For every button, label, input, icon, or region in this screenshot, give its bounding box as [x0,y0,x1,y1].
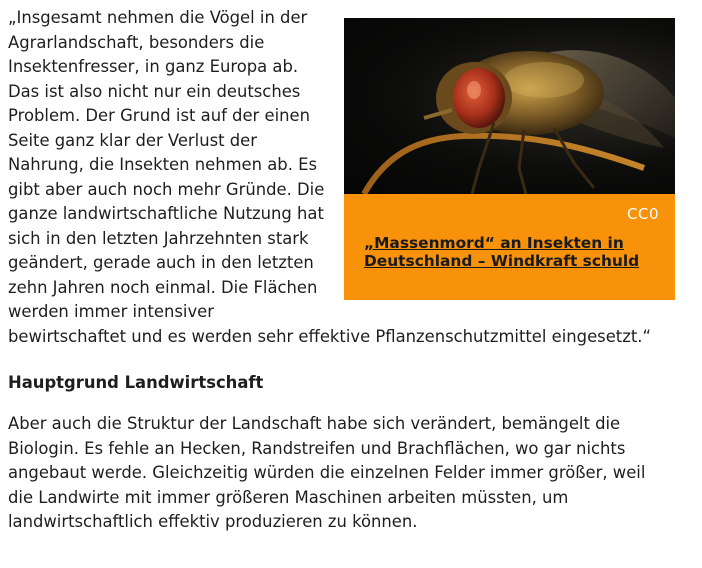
related-article-link[interactable]: „Massenmord“ an Insekten in Deutschland – Windkraft schuld [364,234,640,270]
related-article-teaser[interactable] [344,18,675,300]
fly-macro-photo-icon [344,18,675,194]
quote-paragraph: „Insgesamt nehmen die Vögel in der Agrarlandschaft, besonders die Insektenfresser, in ganz Europa ab. Das ist also nicht nur ein deutsches Problem. Der Grund ist auf der einen Seite ganz klar der Verlust der Nahrung, die Insekten nehmen ab. Es gibt aber auch noch mehr Gründe. Die ganze landwirtschaftliche Nutzung hat sich in den letzten Jahrzehnten stark geändert, gerade auch in den letzten zehn Jahren noch einmal. Die Flächen werden immer intensiver bewirtschaftet und es werden sehr effektive Pflanzenschutzmittel eingesetzt.“ [8,8,651,346]
teaser-caption-box [344,194,675,300]
teaser-image[interactable] [344,18,675,194]
article-body [8,6,668,535]
image-credit: CC0 [627,205,659,223]
body-paragraph: Aber auch die Struktur der Landschaft habe sich verändert, bemängelt die Biologin. Es fehle an Hecken, Randstreifen und Brachflächen, wo gar nichts angebaut werde. Gleichzeitig würden die einzelnen Felder immer größer, weil die Landwirte mit immer größeren Maschinen arbeiten müssten, um landwirtschaftlich effektiv produzieren zu können. [8,414,646,531]
section-heading: Hauptgrund Landwirtschaft [8,373,264,392]
